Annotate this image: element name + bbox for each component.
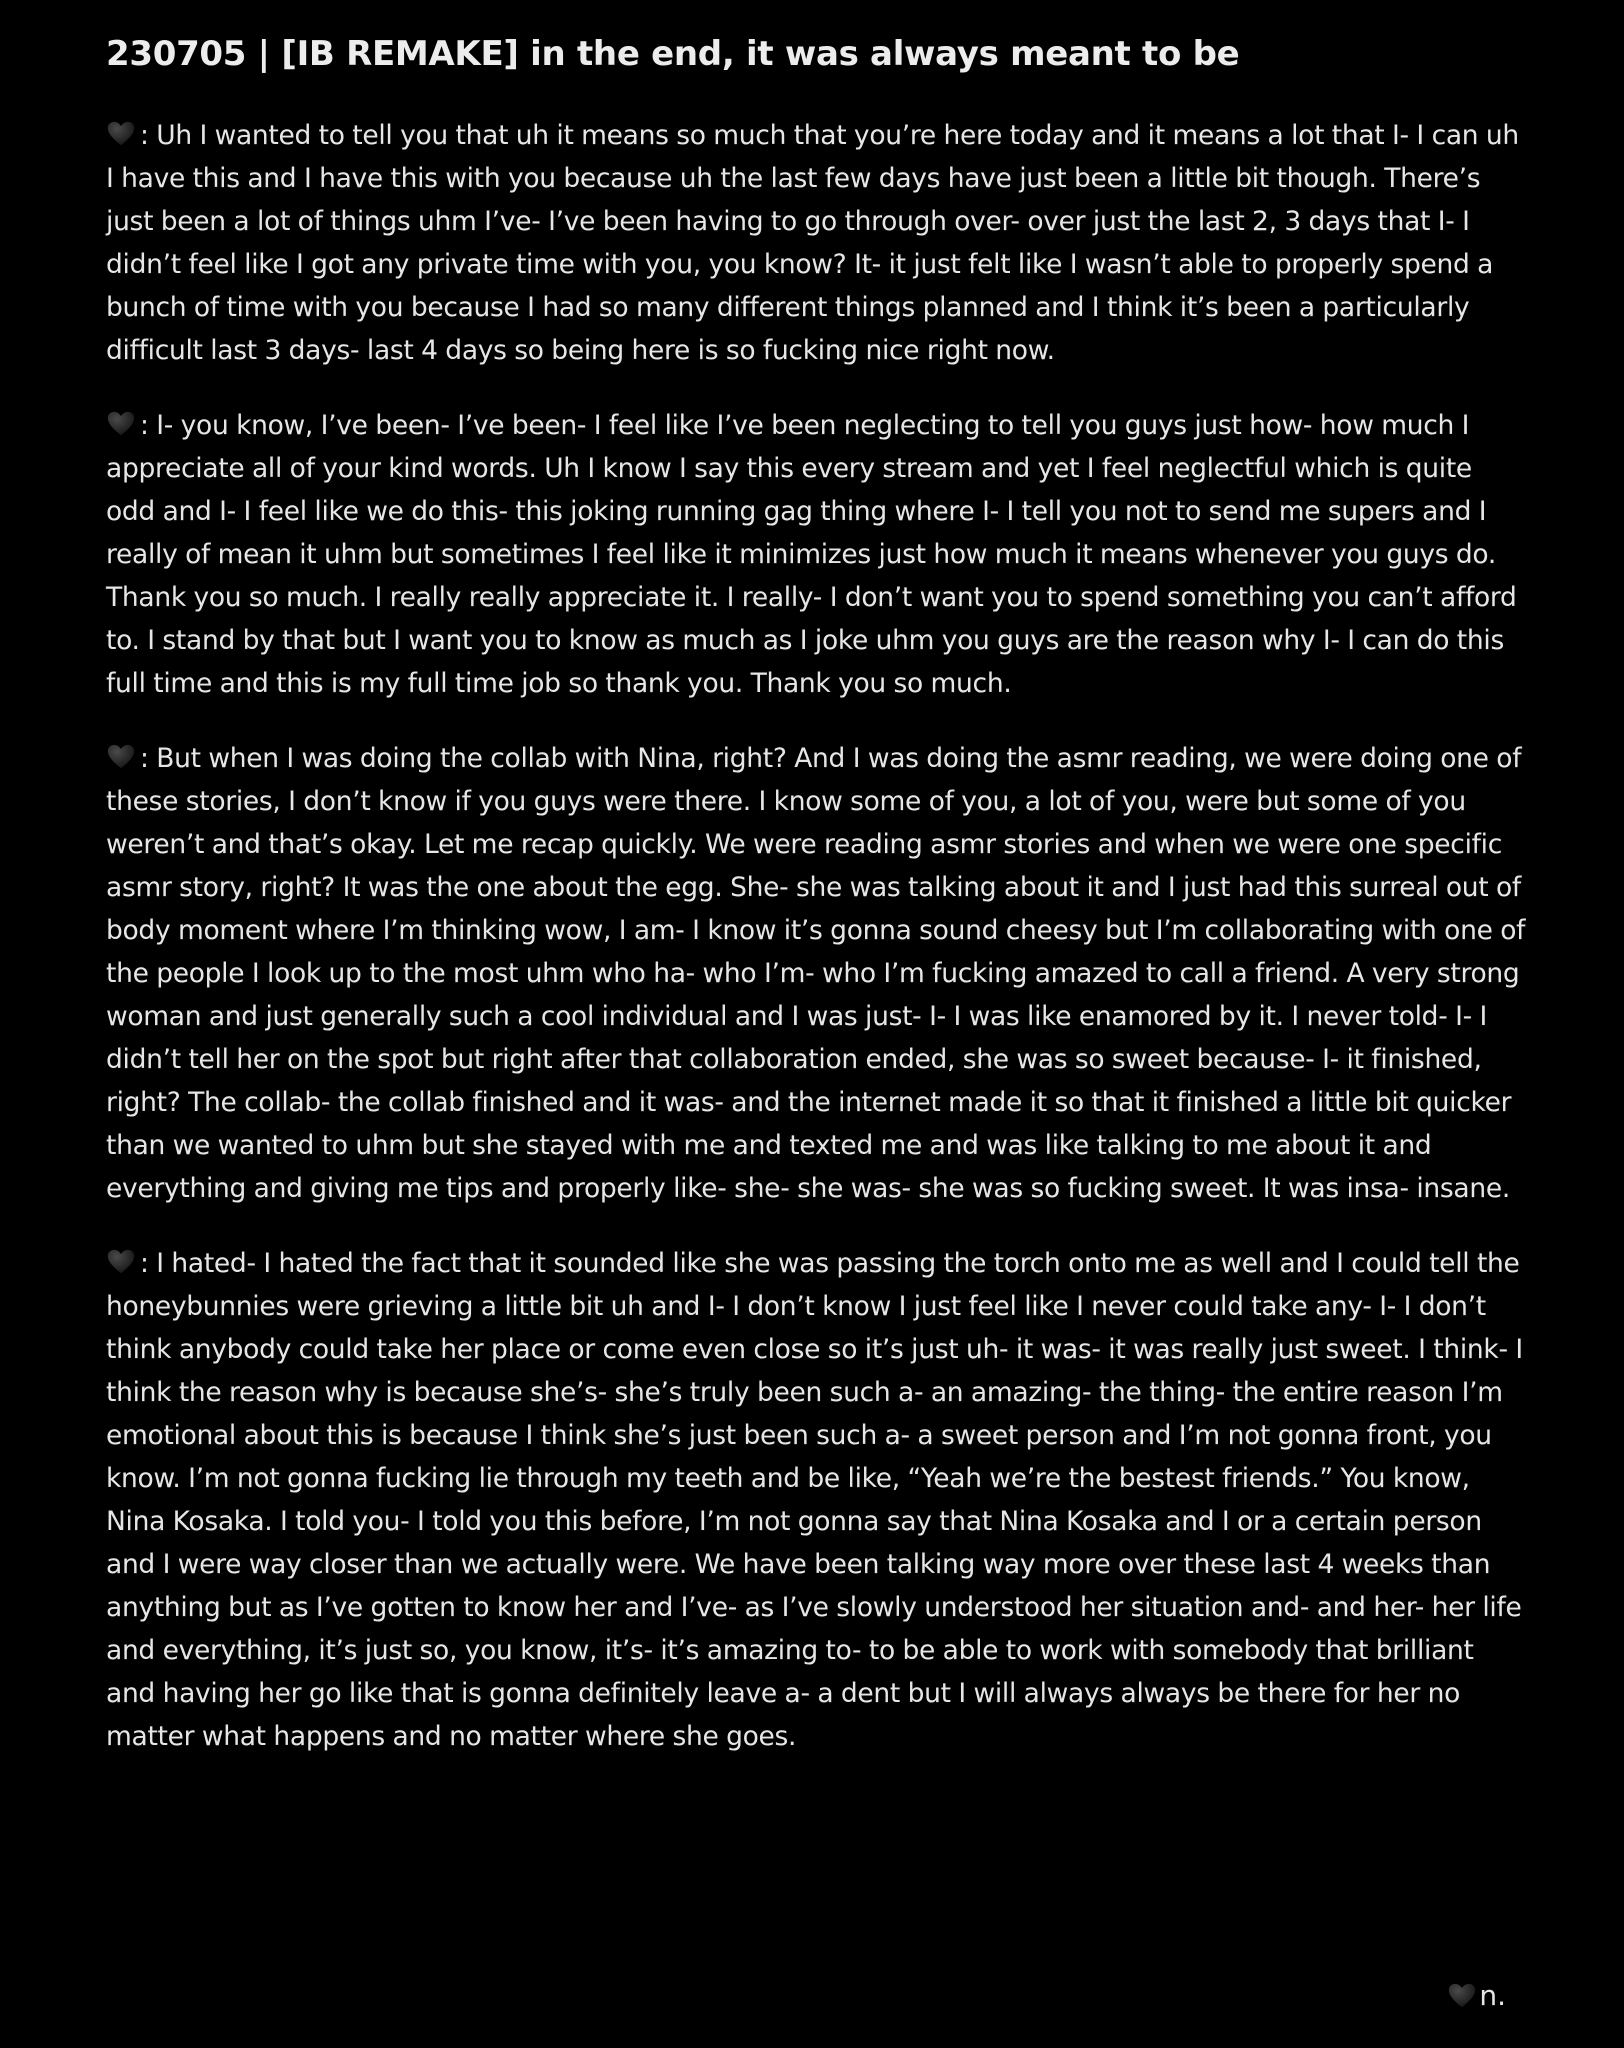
paragraph-text: : I hated- I hated the fact that it sounded like she was passing the torch onto me as well and I could tell the honeybunnies were grieving a little bit uh and I- I don’t know I just feel like I never could take any- I- I don’t think anybody could take her place or come even close so it’s just uh- it was- it was really just sweet. I think- I think the reason why is because she’s- she’s truly been such a- an amazing- the thing- the entire reason I’m emotional about this is because I think she’s just been such a- a sweet person and I’m not gonna front, you know. I’m not gonna fucking lie through my teeth and be like, “Yeah we’re the bestest friends.” You know, Nina Kosaka. I told you- I told you this before, I’m not gonna say that Nina Kosaka and I or a certain person and I were way closer than we actually were. We have been talking way more over these last 4 weeks than anything but as I’ve gotten to know her and I’ve- as I’ve slowly understood her situation and- and her- her life and everything, it’s just so, you know, it’s- it’s amazing to- to be able to work with somebody that brilliant and having her go like that is gonna definitely leave a- a dent but I will always always be there for her no matter what happens and no matter where she goes.	[106, 1248, 1523, 1752]
black-heart-icon	[1447, 1981, 1477, 2011]
signature	[1447, 1976, 1506, 2016]
paragraph-text: : I- you know, I’ve been- I’ve been- I feel like I’ve been neglecting to tell you guys just how- how much I appreciate all of your kind words. Uh I know I say this every stream and yet I feel neglectful which is quite odd and I- I feel like we do this- this joking running gag thing where I- I tell you not to send me supers and I really of mean it uhm but sometimes I feel like it minimizes just how much it means whenever you guys do. Thank you so much. I really really appreciate it. I really- I don’t want you to spend something you can’t afford to. I stand by that but I want you to know as much as I joke uhm you guys are the reason why I- I can do this full time and this is my full time job so thank you. Thank you so much.	[106, 410, 1517, 699]
paragraph-4	[106, 1242, 1526, 1758]
paragraph-text: : But when I was doing the collab with Nina, right? And I was doing the asmr reading, we were doing one of these stories, I don’t know if you guys were there. I know some of you, a lot of you, were but some of you weren’t and that’s okay. Let me recap quickly. We were reading asmr stories and when we were one specific asmr story, right? It was the one about the egg. She- she was talking about it and I just had this surreal out of body moment where I’m thinking wow, I am- I know it’s gonna sound cheesy but I’m collaborating with one of the people I look up to the most uhm who ha- who I’m- who I’m fucking amazed to call a friend. A very strong woman and just generally such a cool individual and I was just- I- I was like enamored by it. I never told- I- I didn’t tell her on the spot but right after that collaboration ended, she was so sweet because- I- it finished, right? The collab- the collab finished and it was- and the internet made it so that it finished a little bit quicker than we wanted to uhm but she stayed with me and texted me and was like talking to me about it and everything and giving me tips and properly like- she- she was- she was so fucking sweet. It was insa- insane.	[106, 743, 1526, 1204]
paragraph-2	[106, 404, 1526, 705]
paragraph-3	[106, 737, 1526, 1210]
paragraph-1	[106, 114, 1526, 372]
black-heart-icon	[106, 409, 136, 439]
black-heart-icon	[106, 119, 136, 149]
note-body	[106, 30, 1526, 1758]
black-heart-icon	[106, 1247, 136, 1277]
paragraph-text: : Uh I wanted to tell you that uh it means so much that you’re here today and it means a lot that I- I can uh I have this and I have this with you because uh the last few days have just been a little bit though. There’s just been a lot of things uhm I’ve- I’ve been having to go through over- over just the last 2, 3 days that I- I didn’t feel like I got any private time with you, you know? It- it just felt like I wasn’t able to properly spend a bunch of time with you because I had so many different things planned and I think it’s been a particularly difficult last 3 days- last 4 days so being here is so fucking nice right now.	[106, 120, 1519, 366]
note-title: 230705 | [IB REMAKE] in the end, it was always meant to be	[106, 34, 1240, 74]
black-heart-icon	[106, 742, 136, 772]
signature-text: n.	[1479, 1979, 1506, 2012]
